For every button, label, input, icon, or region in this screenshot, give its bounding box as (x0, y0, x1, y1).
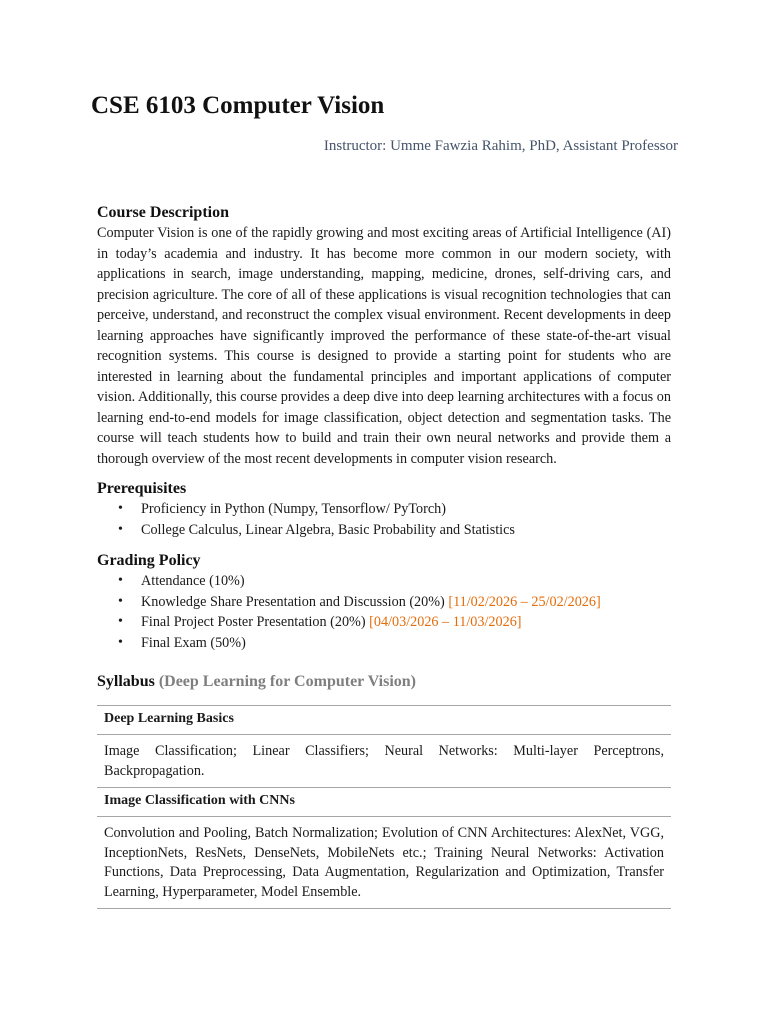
grading-policy-heading: Grading Policy (97, 552, 201, 569)
grading-item (118, 612, 671, 633)
grading-item-text: Final Project Poster Presentation (20%) (141, 614, 370, 630)
syllabus-topic-title: Deep Learning Basics (97, 706, 671, 735)
grading-item (118, 592, 671, 613)
course-description-heading: Course Description (97, 204, 229, 221)
document-body (97, 202, 671, 909)
syllabus-topic-title: Image Classification with CNNs (97, 788, 671, 817)
prerequisites-heading: Prerequisites (97, 480, 187, 497)
instructor-line: Instructor: Umme Fawzia Rahim, PhD, Assistant Professor (323, 138, 678, 154)
syllabus-heading-label: Syllabus (97, 673, 155, 690)
grading-item-text: Knowledge Share Presentation and Discussion (20%) (141, 593, 449, 610)
grading-item (118, 571, 671, 592)
grading-item-text: Attendance (10%) (141, 573, 245, 589)
prerequisites-list (97, 499, 671, 540)
document-title: CSE 6103 Computer Vision (91, 92, 385, 119)
prerequisite-item: • College Calculus, Linear Algebra, Basic Probability and Statistics (118, 520, 671, 541)
grading-item-text: Final Exam (50%) (141, 634, 246, 651)
prerequisite-item: • Proficiency in Python (Numpy, Tensorflow/ PyTorch) (118, 499, 671, 520)
course-description-text: Computer Vision is one of the rapidly growing and most exciting areas of Artificial Intelligence (AI) in today’s academia and industry. It has become more common in our modern society, with applications in search, image understanding, mapping, medicine, drones, self-driving cars, and precision agriculture. The core of all of these applications is visual recognition technologies that can perceive, understand, and reconstruct the complex visual environment. Recent developments in deep learning approaches have significantly improved the performance of these state-of-the-art visual recognition systems. This course is designed to provide a starting point for students who are interested in learning about the fundamental principles and important applications of computer vision. Additionally, this course provides a deep dive into deep learning architectures with a focus on learning end-to-end models for image classification, object detection and segmentation tasks. The course will teach students how to build and train their own neural networks and provide them a thorough overview of the most recent developments in computer vision research. (97, 225, 671, 467)
syllabus-subheading: (Deep Learning for Computer Vision) (158, 673, 416, 690)
syllabus-table (97, 705, 671, 909)
syllabus-topic-content: Convolution and Pooling, Batch Normalization; Evolution of CNN Architectures: AlexNet, VGG, InceptionNets, ResNets, DenseNets, MobileNets etc.; Training Neural Networks: Activation Functions, Data Preprocessing, Data Augmentation, Regularization and Optimization, Transfer Learning, Hyperparameter, Model Ensemble. (97, 817, 671, 909)
grading-policy-list (97, 571, 671, 653)
grading-item (118, 633, 671, 654)
syllabus-topic-content: Image Classification; Linear Classifiers; Neural Networks: Multi-layer Perceptrons, Backpropagation. (97, 735, 671, 788)
grading-item-dates: [04/03/2026 – 11/03/2026] (369, 614, 522, 630)
grading-item-dates: [11/02/2026 – 25/02/2026] (448, 593, 601, 610)
syllabus-heading (97, 673, 671, 691)
